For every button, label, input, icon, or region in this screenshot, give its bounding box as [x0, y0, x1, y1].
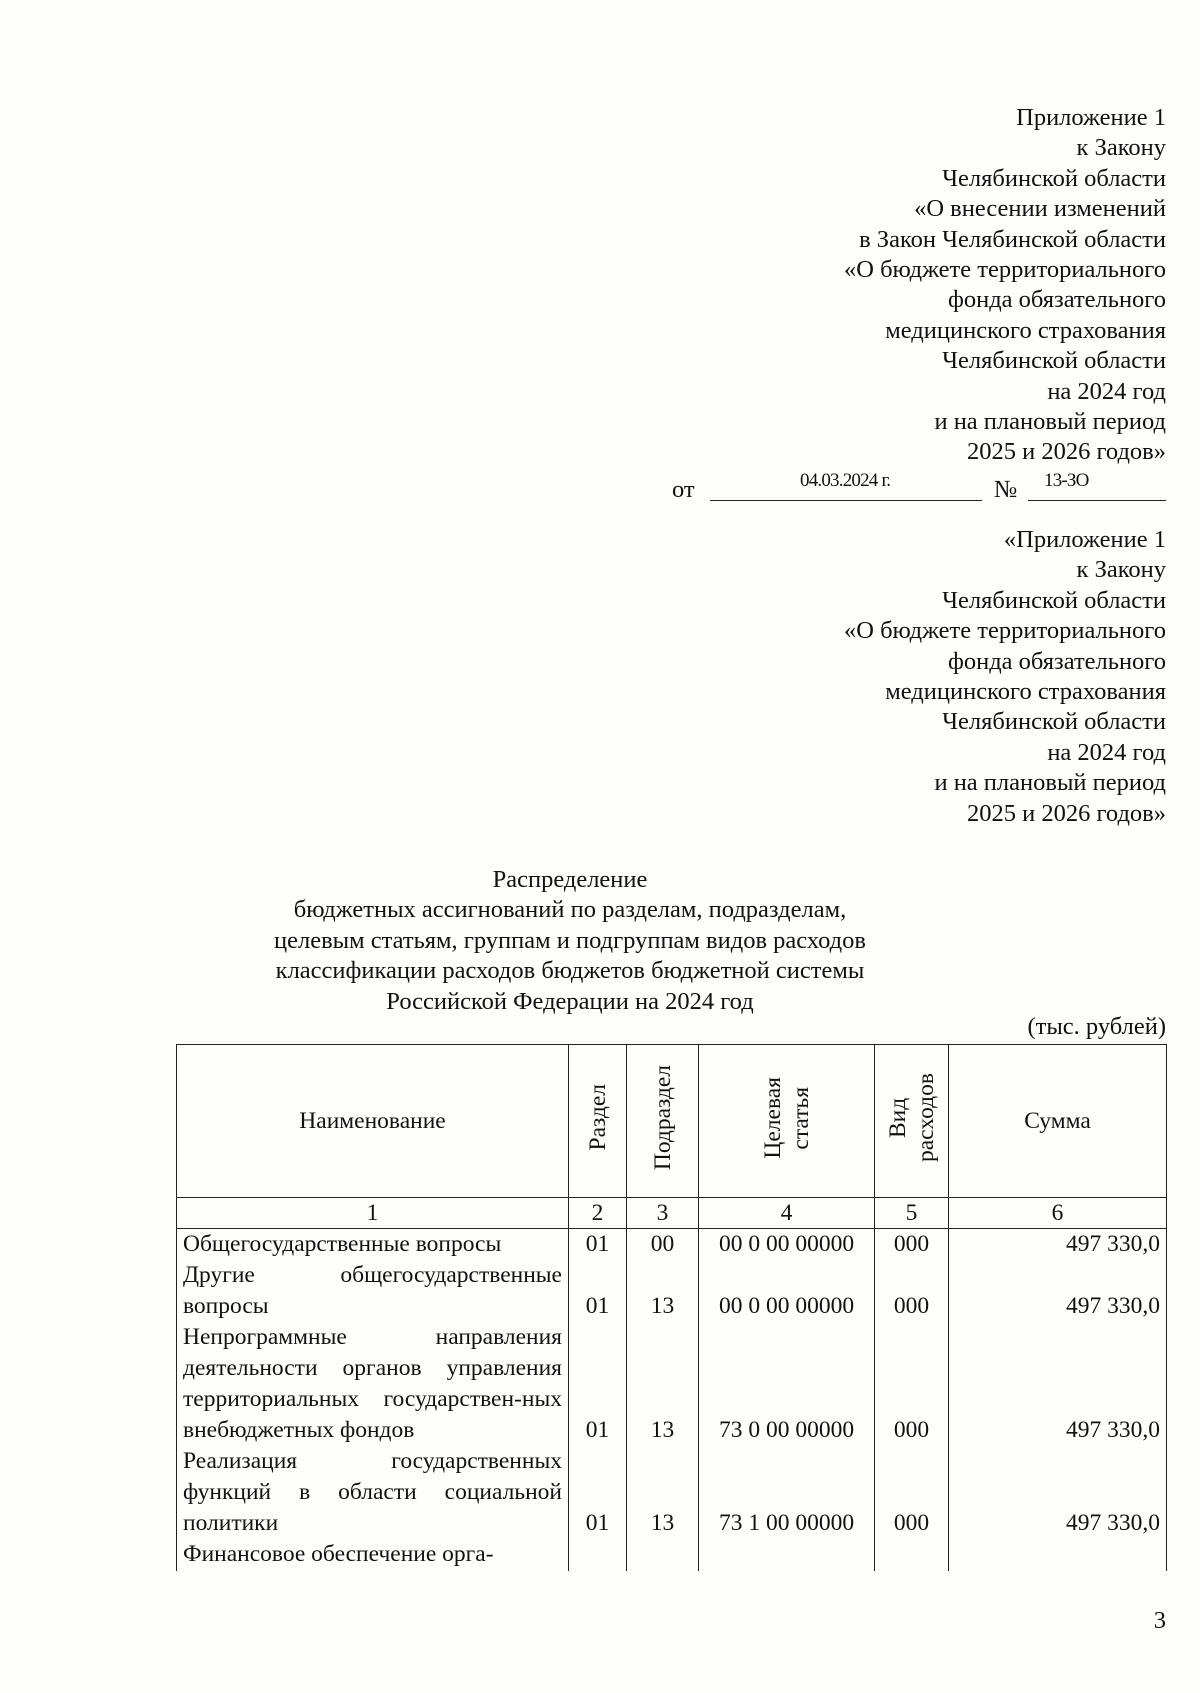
row-sum: [949, 1539, 1167, 1571]
table-header-row: [177, 1045, 1167, 1198]
appendix-line: 2025 и 2026 годов»: [966, 799, 1166, 827]
appendix-header-original-law: [646, 525, 1166, 829]
from-label: от: [672, 476, 695, 503]
row-subsection: [627, 1539, 699, 1571]
column-number: 4: [699, 1198, 875, 1229]
number-sign: №: [994, 476, 1018, 503]
row-sum: 497 330,0: [949, 1322, 1167, 1446]
number-underline: [1028, 500, 1166, 501]
row-name: Реализация государственных функций в области социальной политики: [177, 1446, 569, 1539]
appendix-line: «Приложение 1: [1003, 526, 1166, 553]
row-target: 00 0 00 00000: [699, 1229, 875, 1261]
appendix-line: Челябинской области: [942, 708, 1166, 736]
appendix-line: медицинского страхования: [885, 316, 1166, 344]
table-row: [177, 1446, 1167, 1539]
row-target: [699, 1539, 875, 1571]
appendix-line: Челябинской области: [942, 347, 1166, 375]
row-section: [569, 1539, 627, 1571]
header-subsection: [627, 1045, 699, 1198]
appendix-line: «О внесении изменений: [914, 195, 1166, 223]
appendix-line: и на плановый период: [934, 408, 1166, 436]
row-type: [875, 1539, 949, 1571]
table-row: [177, 1229, 1167, 1261]
units-label: (тыс. рублей): [1027, 1013, 1166, 1040]
appendix-header-amending-law: [646, 103, 1166, 468]
row-subsection: 13: [627, 1446, 699, 1539]
page-number: 3: [1153, 1607, 1166, 1634]
heading-line: бюджетных ассигнований по разделам, подразделам,: [293, 896, 847, 924]
adoption-date: 04.03.2024 г.: [800, 470, 891, 491]
appendix-line: фонда обязательного: [947, 647, 1166, 675]
appendix-line: «О бюджете территориального: [844, 256, 1166, 284]
column-number: 1: [177, 1198, 569, 1229]
appendix-line: и на плановый период: [934, 769, 1166, 797]
row-target: 00 0 00 00000: [699, 1260, 875, 1322]
header-type-line2: расходов: [912, 1072, 939, 1163]
header-section-label: Раздел: [584, 1084, 611, 1151]
row-subsection: 13: [627, 1260, 699, 1322]
column-number: 3: [627, 1198, 699, 1229]
heading-line: целевым статьям, группам и подгруппам видов расходов: [274, 926, 866, 954]
header-target-label: [759, 1077, 815, 1159]
row-subsection: 13: [627, 1322, 699, 1446]
row-section: 01: [569, 1322, 627, 1446]
header-section: [569, 1045, 627, 1198]
adoption-date-line: [672, 470, 1166, 506]
row-target: 73 0 00 00000: [699, 1322, 875, 1446]
row-type: 000: [875, 1446, 949, 1539]
row-target: 73 1 00 00000: [699, 1446, 875, 1539]
document-heading: [200, 865, 940, 1017]
budget-allocation-table: [176, 1044, 1167, 1571]
row-name: Непрограммные направления деятельности органов управления территориальных государствен-ных внебюджетных фондов: [177, 1322, 569, 1446]
row-section: 01: [569, 1229, 627, 1261]
row-name: Общегосударственные вопросы: [177, 1229, 569, 1261]
appendix-line: Приложение 1: [1016, 104, 1166, 131]
row-type: 000: [875, 1260, 949, 1322]
row-sum: 497 330,0: [949, 1446, 1167, 1539]
header-target-article: [699, 1045, 875, 1198]
date-underline: [710, 500, 982, 501]
column-number: 5: [875, 1198, 949, 1229]
row-section: 01: [569, 1260, 627, 1322]
appendix-line: к Закону: [1076, 556, 1166, 584]
row-section: 01: [569, 1446, 627, 1539]
row-sum: 497 330,0: [949, 1260, 1167, 1322]
header-target-line1: Целевая: [759, 1076, 786, 1159]
header-name: Наименование: [177, 1045, 569, 1198]
appendix-line: «О бюджете территориального: [844, 617, 1166, 645]
table-row-continued: [177, 1539, 1167, 1571]
column-number-row: [177, 1198, 1167, 1229]
header-target-line2: статья: [787, 1086, 814, 1149]
header-type-line1: Вид: [884, 1097, 911, 1138]
appendix-line: к Закону: [1076, 134, 1166, 162]
table-row: [177, 1260, 1167, 1322]
row-name: Другие общегосударственные вопросы: [177, 1260, 569, 1322]
appendix-line: 2025 и 2026 годов»: [966, 438, 1166, 466]
column-number: 6: [949, 1198, 1167, 1229]
row-name: Финансовое обеспечение орга-: [177, 1539, 569, 1571]
row-sum: 497 330,0: [949, 1229, 1167, 1261]
appendix-line: на 2024 год: [1047, 738, 1166, 766]
row-type: 000: [875, 1322, 949, 1446]
row-type: 000: [875, 1229, 949, 1261]
heading-line: классификации расходов бюджетов бюджетной системы: [275, 957, 865, 985]
appendix-line: медицинского страхования: [885, 678, 1166, 706]
law-number: 13-ЗО: [1044, 470, 1089, 491]
column-number: 2: [569, 1198, 627, 1229]
appendix-line: на 2024 год: [1047, 377, 1166, 405]
header-subsection-label: Подраздел: [649, 1064, 676, 1171]
appendix-line: Челябинской области: [942, 586, 1166, 614]
heading-line: Российской Федерации на 2024 год: [386, 987, 754, 1015]
appendix-line: Челябинской области: [942, 164, 1166, 192]
appendix-line: в Закон Челябинской области: [859, 225, 1166, 253]
header-type-label: [884, 1073, 940, 1162]
header-expense-type: [875, 1045, 949, 1198]
table-row: [177, 1322, 1167, 1446]
appendix-line: фонда обязательного: [947, 286, 1166, 314]
header-sum: Сумма: [949, 1045, 1167, 1198]
row-subsection: 00: [627, 1229, 699, 1261]
heading-line: Распределение: [492, 866, 648, 893]
